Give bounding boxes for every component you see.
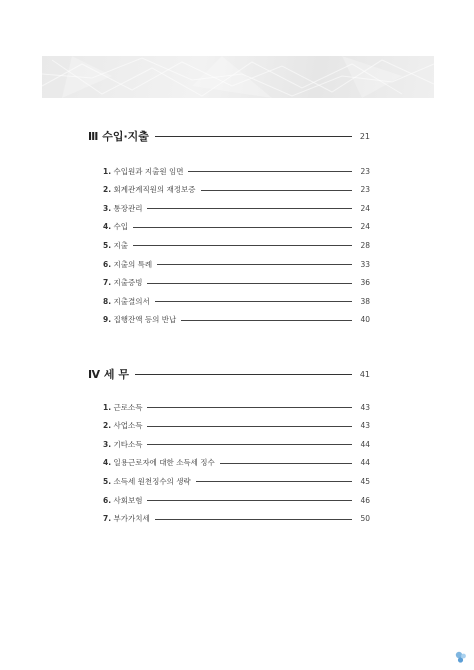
toc-item-number: 1.: [103, 402, 112, 412]
toc-item[interactable]: [0, 400, 474, 414]
toc-item-page-number: 36: [360, 278, 370, 288]
toc-item[interactable]: [0, 493, 474, 507]
toc-item-label: [103, 457, 215, 468]
banner-pattern: [42, 56, 434, 98]
toc-item[interactable]: [0, 437, 474, 451]
toc-item-leader-line: [220, 463, 352, 464]
toc-item-page-number: 24: [360, 203, 370, 213]
toc-item-leader-line: [155, 519, 352, 520]
toc-item-leader-line: [133, 227, 352, 228]
section-page-number: 41: [359, 369, 370, 379]
section-leader-line: [135, 374, 352, 375]
toc-item-text: 집행잔액 등의 반납: [111, 315, 177, 325]
toc-item-leader-line: [188, 171, 352, 172]
toc-item-number: 7.: [103, 514, 112, 524]
toc-item-label: [103, 495, 142, 506]
toc-item[interactable]: [0, 201, 474, 215]
toc-item-page-number: 23: [360, 166, 370, 176]
section-numeral: Ⅳ: [88, 368, 101, 381]
toc-item-text: 기타소득: [111, 439, 143, 449]
toc-item-page-number: 50: [360, 514, 370, 524]
toc-item-number: 5.: [103, 240, 112, 250]
toc-item[interactable]: [0, 474, 474, 488]
toc-item-number: 2.: [103, 421, 112, 431]
toc-item-text: 통장관리: [111, 203, 143, 213]
toc-item-leader-line: [181, 320, 352, 321]
toc-item-leader-line: [133, 245, 352, 246]
toc-item-number: 7.: [103, 278, 112, 288]
toc-item-text: 사업소득: [111, 421, 143, 431]
toc-item-leader-line: [201, 190, 352, 191]
toc-item-text: 지출의 특례: [111, 259, 153, 269]
section-leader-line: [155, 136, 352, 137]
toc-item[interactable]: [0, 419, 474, 433]
section-heading-row[interactable]: [0, 367, 474, 381]
toc-item-page-number: 28: [360, 240, 370, 250]
toc-item-page-number: 40: [360, 315, 370, 325]
toc-item-leader-line: [147, 426, 352, 427]
toc-item-label: [103, 184, 196, 195]
toc-item-number: 1.: [103, 166, 112, 176]
toc-item-page-number: 23: [360, 185, 370, 195]
toc-item[interactable]: [0, 276, 474, 290]
toc-item-number: 5.: [103, 476, 112, 486]
toc-item-text: 수입원과 지출원 임면: [111, 166, 184, 176]
toc-item-text: 지출: [111, 240, 128, 250]
toc-item-number: 9.: [103, 315, 112, 325]
section-numeral: Ⅲ: [88, 130, 99, 143]
toc-item[interactable]: [0, 238, 474, 252]
toc-item-leader-line: [147, 208, 352, 209]
section-page-number: 21: [359, 131, 370, 141]
toc-item-page-number: 46: [360, 495, 370, 505]
toc-item-number: 6.: [103, 495, 112, 505]
toc-item-page-number: 44: [360, 458, 370, 468]
toc-item-page-number: 38: [360, 296, 370, 306]
toc-item-label: [103, 221, 128, 232]
section-heading-row[interactable]: [0, 129, 474, 143]
toc-item[interactable]: [0, 313, 474, 327]
toc-item-label: [103, 240, 128, 251]
toc-item-label: [103, 296, 150, 307]
toc-item-label: [103, 166, 183, 177]
toc-item[interactable]: [0, 512, 474, 526]
toc-item-text: 회계관계직원의 재정보증: [111, 185, 196, 195]
section-title-text: 세 무: [100, 368, 130, 381]
toc-item[interactable]: [0, 294, 474, 308]
toc-item-leader-line: [147, 500, 352, 501]
toc-item[interactable]: [0, 220, 474, 234]
toc-item-label: [103, 476, 191, 487]
toc-item-label: [103, 314, 176, 325]
toc-item-text: 사회보험: [111, 495, 143, 505]
toc-item-text: 지출결의서: [111, 296, 150, 306]
toc-item[interactable]: [0, 257, 474, 271]
toc-item-text: 소득세 원천징수의 생략: [111, 476, 191, 486]
toc-item-page-number: 43: [360, 402, 370, 412]
toc-item-number: 3.: [103, 439, 112, 449]
toc-item-leader-line: [147, 283, 352, 284]
toc-item-label: [103, 513, 150, 524]
toc-item-text: 지출증빙: [111, 278, 143, 288]
toc-item-page-number: 43: [360, 421, 370, 431]
toc-item-leader-line: [196, 481, 352, 482]
toc-item-leader-line: [155, 301, 352, 302]
toc-item-page-number: 33: [360, 259, 370, 269]
toc-item-text: 일용근로자에 대한 소득세 징수: [111, 458, 215, 468]
toc-item-leader-line: [147, 444, 352, 445]
toc-item-label: [103, 439, 142, 450]
toc-item-label: [103, 420, 142, 431]
header-banner: [42, 56, 434, 98]
toc-item-number: 4.: [103, 222, 112, 232]
toc-item-number: 4.: [103, 458, 112, 468]
section-title: [88, 366, 129, 382]
toc-item-label: [103, 277, 142, 288]
toc-item-text: 부가가치세: [111, 514, 150, 524]
section-title: [88, 128, 149, 144]
toc-item[interactable]: [0, 456, 474, 470]
toc-item-leader-line: [157, 264, 352, 265]
section-title-text: 수입·지출: [98, 130, 149, 143]
toc-item-text: 근로소득: [111, 402, 143, 412]
toc-item-number: 3.: [103, 203, 112, 213]
toc-item-page-number: 44: [360, 439, 370, 449]
toc-item-label: [103, 402, 142, 413]
toc-item[interactable]: [0, 183, 474, 197]
toc-item-text: 수입: [111, 222, 128, 232]
toc-item-label: [103, 259, 152, 270]
corner-logo-icon: [454, 650, 468, 664]
toc-item-leader-line: [147, 407, 352, 408]
toc-item-label: [103, 203, 142, 214]
toc-item-page-number: 24: [360, 222, 370, 232]
toc-item-number: 2.: [103, 185, 112, 195]
toc-item[interactable]: [0, 164, 474, 178]
toc-item-page-number: 45: [360, 476, 370, 486]
toc-item-number: 6.: [103, 259, 112, 269]
toc-item-number: 8.: [103, 296, 112, 306]
